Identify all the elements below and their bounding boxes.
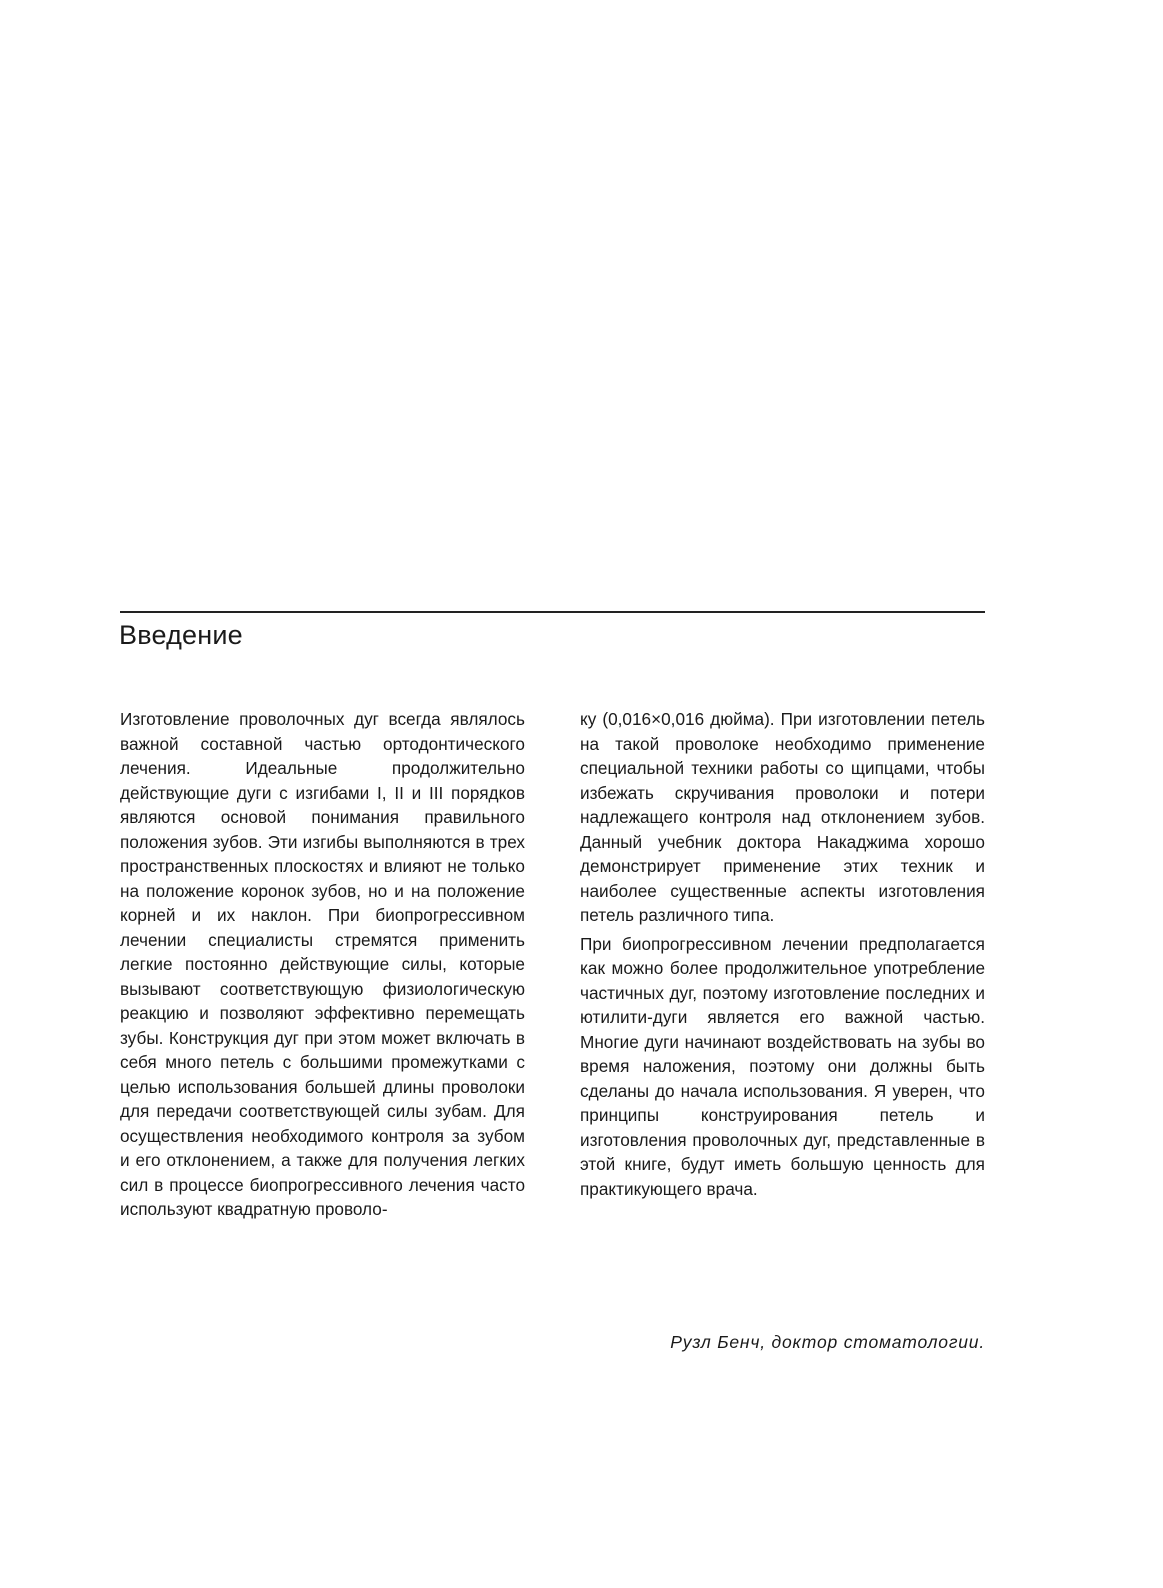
page-title: Введение [119,620,243,650]
paragraph: Изготовление проволочных дуг всегда являлось важной составной частью ортодонтического лечения. Идеальные продолжительно действующие дуги с изгибами I, II и III порядков являются основой понимания правильного положения зубов. Эти изгибы выполняются в трех пространственных плоскостях и влияют не только на положение коронок зубов, но и на положение корней и их наклон. При биопрогрессивном лечении специалисты стремятся применить легкие постоянно действующие силы, которые вызывают соответствующую физиологическую реакцию и позволяют эффективно перемещать зубы. Конструкция дуг при этом может включать в себя много петель с большими промежутками с целью использования большей длины проволоки для передачи соответствующей силы зубам. Для осуществления необходимого контроля за зубом и его отклонением, а также для получения легких сил в процессе биопрогрессивного лечения часто используют квадратную проволо- [120,709,525,1219]
paragraph: ку (0,016×0,016 дюйма). При изготовлении петель на такой проволоке необходимо применение специальной техники работы со щипцами, чтобы избежать скручивания проволоки и потери надлежащего контроля над отклонением зубов. Данный учебник доктора Накаджима хорошо демонстрирует применение этих техник и наиболее существенные аспекты изготовления петель различного типа. [580,709,985,925]
text-column-left [120,707,525,1222]
author-signature: Рузл Бенч, доктор стоматологии. [670,1332,985,1352]
heading-rule [120,611,985,613]
text-column-right [580,707,985,1201]
paragraph: При биопрогрессивном лечении предполагается как можно более продолжительное употребление частичных дуг, поэтому изготовление последних и ютилити-дуги является его важной частью. Многие дуги начинают воздействовать на зубы во время наложения, поэтому они должны быть сделаны до начала использования. Я уверен, что принципы конструирования петель и изготовления проволочных дуг, представленные в этой книге, будут иметь большую ценность для практикующего врача. [580,933,985,1199]
